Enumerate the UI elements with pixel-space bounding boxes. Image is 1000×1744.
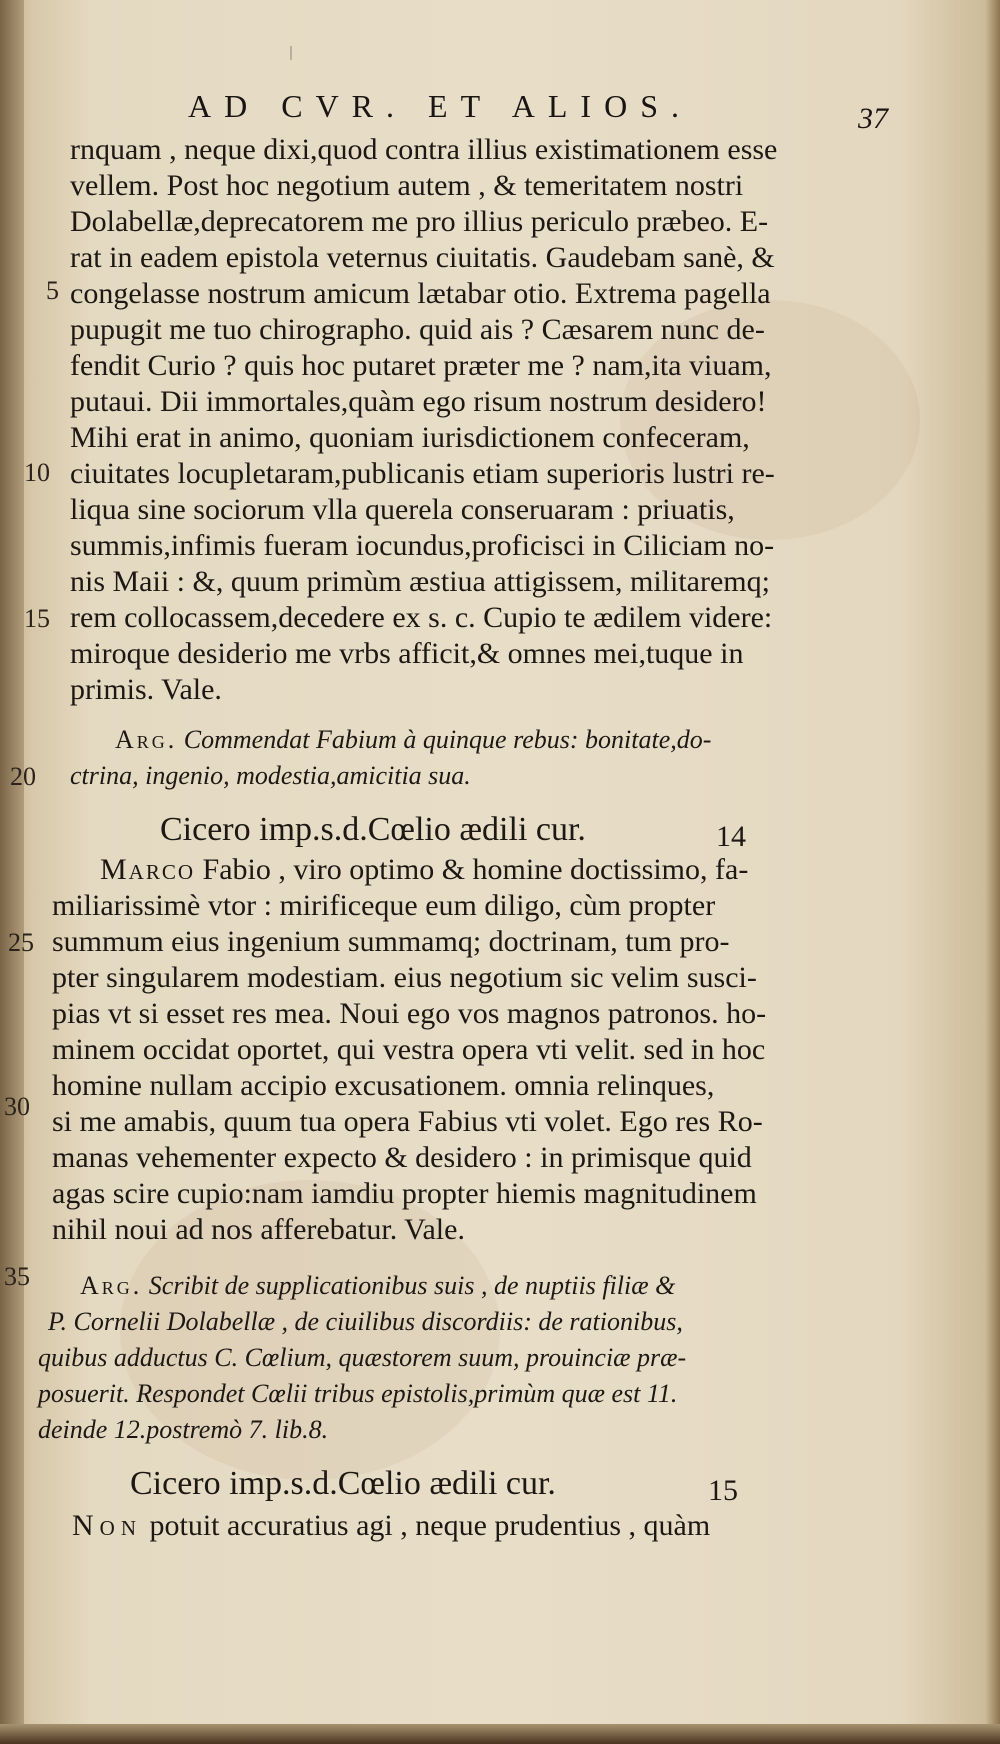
initial-word: Marco — [100, 853, 196, 886]
text-line: nihil noui ad nos afferebatur. Vale. — [52, 1213, 465, 1246]
argument-line: deinde 12.postremò 7. lib.8. — [38, 1415, 329, 1444]
argument-line: posuerit. Respondet Cœlii tribus epistolis,primùm quæ est 11. — [38, 1379, 678, 1408]
ink-speck — [290, 46, 292, 60]
text-line: pter singularem modestiam. eius negotium sic velim susci- — [52, 961, 757, 994]
text-line: rnquam , neque dixi,quod contra illius existimationem esse — [70, 133, 778, 166]
margin-line-number: 25 — [8, 928, 34, 957]
margin-line-number: 5 — [46, 276, 59, 305]
argument-line: P. Cornelii Dolabellæ , de ciuilibus discordiis: de rationibus, — [48, 1307, 683, 1336]
argument-text: Scribit de supplicationibus suis , de nuptiis filiæ & — [148, 1271, 676, 1300]
letter-heading: Cicero imp.s.d.Cœlio ædili cur. — [160, 811, 586, 848]
margin-line-number: 10 — [24, 458, 50, 487]
text-line: minem occidat oportet, qui vestra opera vti velit. sed in hoc — [52, 1033, 766, 1066]
margin-line-number: 20 — [10, 762, 36, 791]
text-line-rest: Fabio , viro optimo & homine doctissimo, fa- — [195, 853, 749, 886]
letter-number: 14 — [716, 820, 746, 853]
margin-line-number: 15 — [24, 604, 50, 633]
text-line: congelasse nostrum amicum lætabar otio. Extrema pagella — [70, 277, 771, 310]
text-line: pias vt si esset res mea. Noui ego vos magnos patronos. ho- — [52, 997, 767, 1030]
argument-line — [80, 1268, 675, 1304]
text-line: putaui. Dii immortales,quàm ego risum nostrum desidero! — [70, 385, 767, 418]
text-line: rat in eadem epistola veternus ciuitatis. Gaudebam sanè, & — [70, 241, 775, 274]
argument-line: ctrina, ingenio, modestia,amicitia sua. — [70, 761, 471, 790]
page-bottom-edge — [0, 1724, 1000, 1744]
text-line-rest: potuit accuratius agi , neque prudentius , quàm — [142, 1509, 711, 1542]
text-line: liqua sine sociorum vlla querela conseruaram : priuatis, — [70, 493, 735, 526]
argument-line — [115, 722, 711, 758]
letter-number: 15 — [708, 1474, 738, 1507]
text-line: Dolabellæ,deprecatorem me pro illius periculo præbeo. E- — [70, 205, 769, 238]
text-line — [100, 852, 748, 888]
text-line: homine nullam accipio excusationem. omnia relinques, — [52, 1069, 715, 1102]
page-gutter — [0, 0, 24, 1744]
text-line: manas vehementer expecto & desidero : in primisque quid — [52, 1141, 752, 1174]
text-line: nis Maii : &, quum primùm æstiua attigissem, militaremq; — [70, 565, 770, 598]
text-line: summum eius ingenium summamq; doctrinam, tum pro- — [52, 925, 730, 958]
margin-line-number: 30 — [4, 1092, 30, 1121]
text-line: si me amabis, quum tua opera Fabius vti volet. Ego res Ro- — [52, 1105, 763, 1138]
margin-line-number: 35 — [4, 1262, 30, 1291]
text-line: pupugit me tuo chirographo. quid ais ? Cæsarem nunc de- — [70, 313, 765, 346]
argument-text: Commendat Fabium à quinque rebus: bonitate,do- — [183, 725, 712, 754]
text-line: ciuitates locupletaram,publicanis etiam superioris lustri re- — [70, 457, 775, 490]
folio-number: 37 — [858, 102, 888, 135]
text-line: Mihi erat in animo, quoniam iurisdictionem confeceram, — [70, 421, 750, 454]
text-line: rem collocassem,decedere ex s. c. Cupio te ædilem videre: — [70, 601, 773, 634]
text-line: agas scire cupio:nam iamdiu propter hiemis magnitudinem — [52, 1177, 757, 1210]
initial-word: Non — [72, 1509, 142, 1542]
running-head: AD CVR. ET ALIOS. — [188, 88, 692, 124]
argument-line: quibus adductus C. Cœlium, quæstorem suum, prouinciæ præ- — [38, 1343, 687, 1372]
text-line: primis. Vale. — [70, 673, 222, 706]
text-line: miroque desiderio me vrbs afficit,& omnes mei,tuque in — [70, 637, 744, 670]
text-line: miliarissimè vtor : mirificeque eum diligo, cùm propter — [52, 889, 716, 922]
text-line: fendit Curio ? quis hoc putaret præter me ? nam,ita viuam, — [70, 349, 772, 382]
letter-heading: Cicero imp.s.d.Cœlio ædili cur. — [130, 1465, 556, 1502]
text-line: vellem. Post hoc negotium autem , & temeritatem nostri — [70, 169, 744, 202]
argument-label: Arg. — [80, 1271, 143, 1300]
text-line — [72, 1508, 710, 1544]
argument-label: Arg. — [115, 725, 178, 754]
text-line: summis,infimis fueram iocundus,proficisci in Ciliciam no- — [70, 529, 775, 562]
